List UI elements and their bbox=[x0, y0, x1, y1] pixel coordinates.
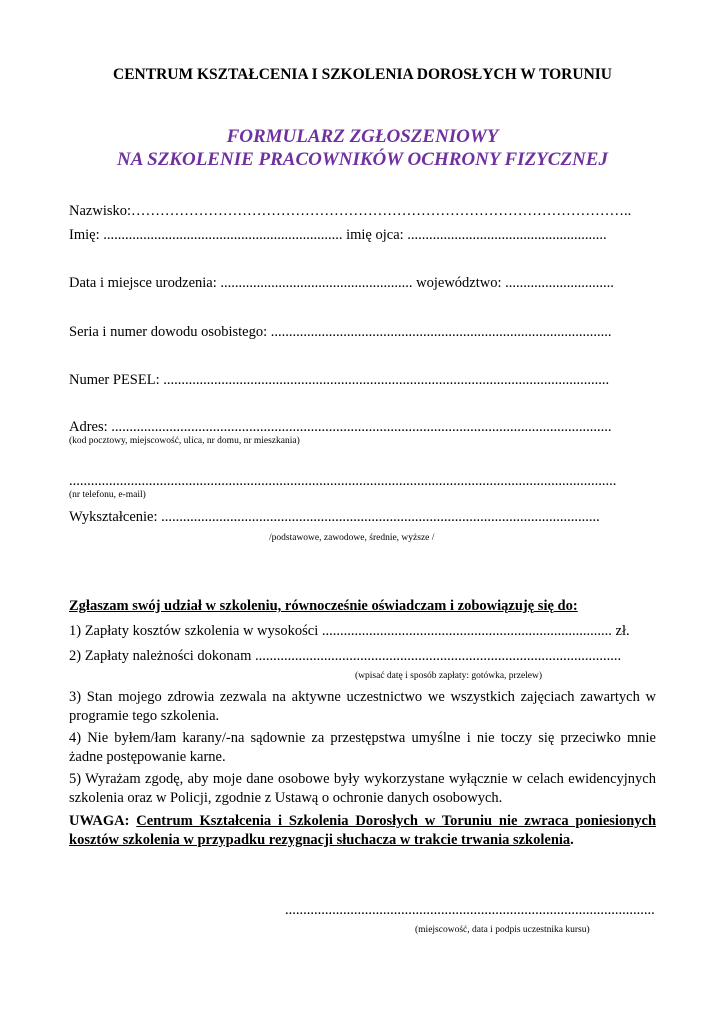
phone-field[interactable]: ....................................................................................................................................................... bbox=[69, 473, 617, 489]
warning-note bbox=[69, 812, 656, 850]
institution-header: CENTRUM KSZTAŁCENIA I SZKOLENIA DOROSŁYCH W TORUNIU bbox=[113, 66, 612, 83]
form-title-line1: FORMULARZ ZGŁOSZENIOWY bbox=[226, 126, 499, 147]
surname-field[interactable]: Nazwisko:………………………………………………………………………………………….. bbox=[69, 203, 632, 219]
name-field[interactable]: Imię: .................................................................. imię ojca: ....................................................... bbox=[69, 227, 607, 243]
payment-hint: (wpisać datę i sposób zapłaty: gotówka, przelew) bbox=[355, 671, 543, 681]
statement-criminal: 4) Nie byłem/łam karany/-na sądownie za przestępstwa umyślne i nie toczy się przeciwko mnie żadne postępowanie karne. bbox=[69, 730, 656, 765]
payment-method-line[interactable]: 2) Zapłaty należności dokonam ..................................................................................................... bbox=[69, 648, 622, 664]
warning-end: . bbox=[570, 832, 574, 848]
form-title-line2: NA SZKOLENIE PRACOWNIKÓW OCHRONY FIZYCZNEJ bbox=[117, 149, 608, 170]
birth-field[interactable]: Data i miejsce urodzenia: ..................................................... województwo: .............................. bbox=[69, 275, 614, 291]
address-field[interactable]: Adres: .......................................................................................................................................... bbox=[69, 419, 612, 435]
id-card-field[interactable]: Seria i numer dowodu osobistego: .............................................................................................. bbox=[69, 324, 612, 340]
payment-amount-line[interactable]: 1) Zapłaty kosztów szkolenia w wysokości ................................................................................ zł. bbox=[69, 623, 630, 639]
signature-line[interactable]: ...................................................................................................... bbox=[285, 902, 655, 918]
pesel-field[interactable]: Numer PESEL: ........................................................................................................................... bbox=[69, 372, 610, 388]
statement-consent: 5) Wyrażam zgodę, aby moje dane osobowe były wykorzystane wyłącznie w celach ewidencyjnych szkolenia oraz w Policji, zgodnie z Ustawą o ochronie danych osobowych. bbox=[69, 771, 656, 806]
warning-text: Centrum Kształcenia i Szkolenia Dorosłych w Toruniu nie zwraca poniesionych kosztów szkolenia w przypadku rezygnacji słuchacza w trakcie trwania szkolenia bbox=[69, 813, 657, 848]
phone-hint: (nr telefonu, e-mail) bbox=[69, 490, 146, 500]
declaration-heading: Zgłaszam swój udział w szkoleniu, równocześnie oświadczam i zobowiązuję się do: bbox=[69, 598, 578, 614]
address-hint: (kod pocztowy, miejscowość, ulica, nr domu, nr mieszkania) bbox=[69, 436, 300, 446]
education-field[interactable]: Wykształcenie: ......................................................................................................................... bbox=[69, 509, 600, 525]
education-hint: /podstawowe, zawodowe, średnie, wyższe / bbox=[269, 533, 435, 543]
signature-hint: (miejscowość, data i podpis uczestnika kursu) bbox=[415, 925, 590, 935]
warning-label: UWAGA: bbox=[69, 813, 130, 829]
statement-health: 3) Stan mojego zdrowia zezwala na aktywne uczestnictwo we wszystkich zajęciach zawartych w programie tego szkolenia. bbox=[69, 689, 656, 724]
